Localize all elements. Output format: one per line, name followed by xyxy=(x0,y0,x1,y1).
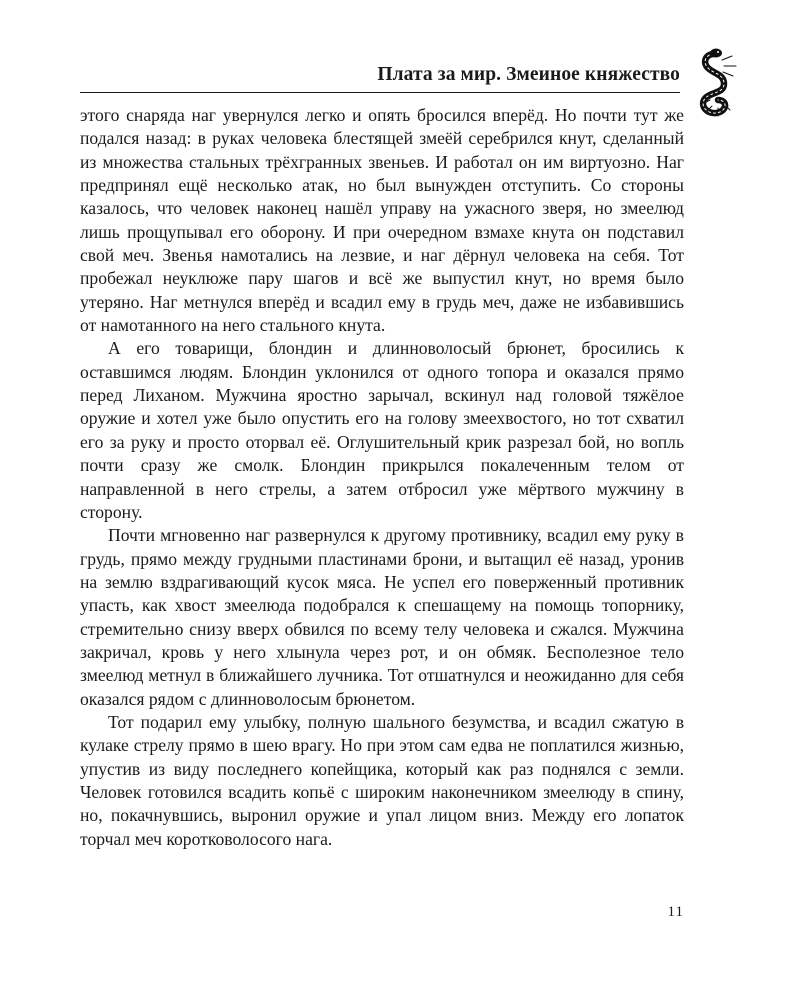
running-title: Плата за мир. Змеиное княжество xyxy=(377,64,680,85)
page-number: 11 xyxy=(667,904,684,920)
snake-emblem-icon xyxy=(688,46,742,124)
body-text xyxy=(80,104,684,851)
header-rule xyxy=(80,92,680,93)
paragraph-1: этого снаряда наг увернулся легко и опять бросился вперёд. Но почти тут же подался назад: в руках человека блестящей змеёй серебрился кнут, сделанный из множества стальных трёхгранных звеньев. И работал он им виртуозно. Наг предпринял ещё несколько атак, но был вынужден отступить. Со стороны казалось, что человек наконец нашёл управу на ужасного зверя, но змеелюд лишь прощупывал его оборону. И при очередном взмахе кнута он подставил свой меч. Звенья намотались на лезвие, и наг дёрнул человека на себя. Тот пробежал неуклюже пару шагов и всё же выпустил кнут, но время было утеряно. Наг метнулся вперёд и всадил ему в грудь меч, даже не избавившись от намотанного на него стального кнута. xyxy=(80,105,684,336)
paragraph-4: Тот подарил ему улыбку, полную шального безумства, и всадил сжатую в кулаке стрелу прямо в шею врагу. Но при этом сам едва не поплатился жизнью, упустив из виду последнего копейщика, который как раз поднялся с земли. Человек готовился всадить копьё с широким наконечником змеелюду в спину, но, покачнувшись, выронил оружие и упал лицом вниз. Между его лопаток торчал меч коротковолосого нага. xyxy=(80,711,684,849)
paragraph-2: А его товарищи, блондин и длинноволосый брюнет, бросились к оставшимся людям. Блондин уклонился от одного топора и оказался прямо перед Лиханом. Мужчина яростно зарычал, вскинул над головой тяжёлое оружие и хотел уже было опустить его на голову змеехвостого, но тот схватил его за руку и просто оторвал её. Оглушительный крик разрезал бой, но вопль почти сразу же смолк. Блондин прикрылся покалеченным телом от направленной в него стрелы, а затем отбросил уже мёртвого мужчину в сторону. xyxy=(80,338,684,522)
paragraph-3: Почти мгновенно наг развернулся к другому противнику, всадил ему руку в грудь, прямо между грудными пластинами брони, и вытащил её назад, уронив на землю вздрагивающий кусок мяса. Не успел его поверженный противник упасть, как хвост змеелюда подобрался к спешащему на помощь топорнику, стремительно снизу вверх обвился по всему телу человека и сжался. Мужчина закричал, кровь у него хлынула через рот, и он обмяк. Бесполезное тело змеелюд метнул в ближайшего лучника. Тот отшатнулся и неожиданно для себя оказался рядом с длинноволосым брюнетом. xyxy=(80,525,684,709)
